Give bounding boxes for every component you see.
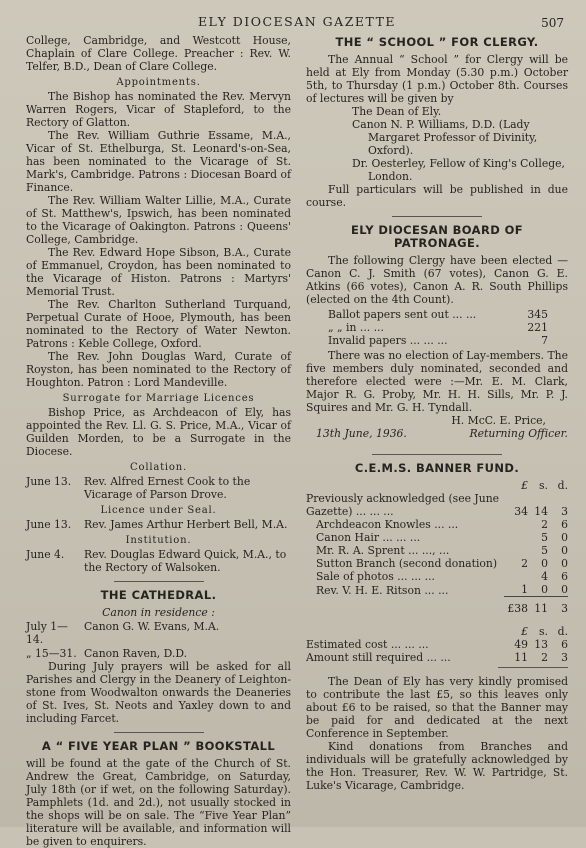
ballot-row: „ „ in ... ... 221 (328, 321, 548, 334)
signature-date: 13th June, 1936. (316, 427, 407, 440)
entry-date: June 4. (26, 548, 65, 561)
lay-members-paragraph: There was no election of Lay-members. The five members duly nominated, seconded and therefore elected were :—Mr. E. M. Clark, Major R. G. Proby, Mr. H. H. Sills, Mr. P. J. Squires and Mr. G. H. Tyndall. (306, 349, 568, 414)
signature-role: Returning Officer. (469, 427, 568, 440)
collation-entry (26, 475, 291, 501)
entry-date: „ 15—31. (26, 647, 77, 660)
table-row: Sale of photos ... ... ... 4 6 (316, 570, 568, 583)
surrogate-paragraph: Bishop Price, as Archdeacon of Ely, has appointed the Rev. Ll. G. S. Price, M.A., Vicar of Guilden Morden, to be a Surrogate in the Diocese. (26, 406, 291, 458)
left-column (26, 34, 291, 848)
ballot-row: Ballot papers sent out ... ... 345 (328, 308, 548, 321)
residence-entry (26, 620, 291, 646)
cathedral-prayers-paragraph: During July prayers will be asked for all Parishes and Clergy in the Deanery of Leighton-stone from Woodwalton onwards the Deaneries of St. Ives, St. Neots and Yaxley down to and including Farcet. (26, 660, 291, 725)
patronage-heading: ELY DIOCESAN BOARD OF PATRONAGE. (351, 223, 523, 250)
school-heading: THE “ SCHOOL ” FOR CLERGY. (335, 35, 539, 49)
institution-entry (26, 548, 291, 574)
intro-paragraph: College, Cambridge, and Westcott House, Chaplain of Clare College. Preacher : Rev. W. Telfer, B.D., Dean of Clare College. (26, 34, 291, 73)
appointment-paragraph: The Rev. Charlton Sutherland Turquand, Perpetual Curate of Hooe, Plymouth, has been nominated to the Rectory of Water Newton. Patrons : Keble College, Oxford. (26, 298, 291, 350)
table-row: Sutton Branch (second donation) 2 0 0 (316, 557, 568, 570)
appointment-paragraph: The Bishop has nominated the Rev. Mervyn Warren Rogers, Vicar of Stapleford, to the Rectory of Glatton. (26, 90, 291, 129)
right-column (306, 34, 568, 848)
school-paragraph: The Annual “ School ” for Clergy will be held at Ely from Monday (5.30 p.m.) October 5th, to Thursday (1 p.m.) October 8th. Courses of lectures will be given by (306, 53, 568, 105)
entry-date: June 13. (26, 518, 72, 531)
entry-text: Canon G. W. Evans, M.A. (84, 620, 220, 633)
bookstall-heading: A “ FIVE YEAR PLAN ” BOOKSTALL (41, 739, 276, 753)
signature-line (306, 427, 568, 440)
section-divider (498, 667, 568, 668)
entry-text: Rev. Douglas Edward Quick, M.A., to the Rectory of Walsoken. (84, 548, 287, 574)
page-number: 507 (541, 16, 564, 30)
school-footer: Full particulars will be published in due course. (306, 183, 568, 209)
lecturer-item: Dr. Oesterley, Fellow of King's College, London. (352, 157, 565, 183)
section-divider (114, 732, 204, 733)
canon-in-residence-label: Canon in residence : (102, 606, 215, 619)
dean-paragraph: The Dean of Ely has very kindly promised to contribute the last £5, so this leaves only about £6 to be raised, so that the Banner may be paid for and dedicated at the next Conference in September. (306, 675, 568, 740)
bookstall-paragraph: will be found at the gate of the Church of St. Andrew the Great, Cambridge, on Saturday, July 18th (or if wet, on the following Saturday). Pamphlets (1d. and 2d.), not usually stocked in the shops will be on sale. The “Five Year Plan” literature will be available, and information will be given to enquirers. (26, 757, 291, 848)
entry-text: Rev. James Arthur Herbert Bell, M.A. (84, 518, 288, 531)
publication-title: ELY DIOCESAN GAZETTE (197, 14, 397, 29)
section-divider (392, 216, 482, 217)
table-row: Estimated cost ... ... ... 49 13 6 (306, 638, 568, 651)
residence-entry (26, 647, 291, 660)
entry-text: Rev. Alfred Ernest Cook to the Vicarage of Parson Drove. (84, 475, 251, 501)
page-header (26, 6, 568, 34)
table-row: Archdeacon Knowles ... ... 2 6 (316, 518, 568, 531)
lecturer-item: Canon N. P. Williams, D.D. (Lady Margaret Professor of Divinity, Oxford). (352, 118, 538, 157)
appointment-paragraph: The Rev. William Walter Lillie, M.A., Curate of St. Matthew's, Ipswich, has been nominated to the Vicarage of Oakington. Patrons : Queens' College, Cambridge. (26, 194, 291, 246)
table-row: Rev. V. H. E. Ritson ... ... 1 0 0 (316, 583, 568, 597)
cems-fund-table (306, 479, 568, 664)
table-row: Canon Hair ... ... ... 5 0 (316, 531, 568, 544)
appointment-paragraph: The Rev. Edward Hope Sibson, B.A., Curate of Emmanuel, Croydon, has been nominated to the Vicarage of Histon. Patrons : Martyrs' Memorial Trust. (26, 246, 291, 298)
section-divider (372, 454, 502, 455)
institution-heading: Institution. (125, 535, 192, 546)
surrogate-heading: Surrogate for Marriage Licences (62, 393, 255, 404)
lecturer-item: The Dean of Ely. (352, 105, 442, 118)
signature-name: H. McC. E. Price, (451, 414, 546, 427)
appointments-heading: Appointments. (116, 77, 201, 88)
appointment-paragraph: The Rev. John Douglas Ward, Curate of Royston, has been nominated to the Rectory of Houghton. Patron : Lord Mandeville. (26, 350, 291, 389)
two-column-body (26, 34, 568, 848)
entry-date: June 13. (26, 475, 72, 488)
licence-heading: Licence under Seal. (100, 505, 217, 516)
patronage-paragraph: The following Clergy have been elected — Canon C. J. Smith (67 votes), Canon G. E. Atkins (66 votes), Canon A. R. South Phillips (elected on the 4th Count). (306, 254, 568, 306)
table-row: Previously acknowledged (see June Gazette) ... ... ... 34 14 3 (306, 492, 568, 518)
collation-heading: Collation. (130, 462, 187, 473)
table-row: Amount still required ... ... 11 2 3 (306, 651, 568, 664)
donations-paragraph: Kind donations from Branches and individuals will be gratefully acknowledged by the Hon. Treasurer, Rev. W. W. Partridge, St. Luke's Vicarage, Cambridge. (306, 740, 568, 792)
section-divider (114, 581, 204, 582)
ballot-table (306, 308, 568, 347)
currency-header-row: £ s. d. (521, 625, 568, 638)
entry-date: July 1—14. (26, 620, 68, 646)
cems-heading: C.E.M.S. BANNER FUND. (354, 461, 520, 475)
licence-entry (26, 518, 291, 531)
ballot-row: Invalid papers ... ... ... 7 (328, 334, 548, 347)
table-row: Mr. R. A. Sprent ... ..., ... 5 0 (316, 544, 568, 557)
currency-header-row: £ s. d. (521, 479, 568, 492)
total-row: £38 11 3 (306, 597, 568, 616)
cathedral-heading: THE CATHEDRAL. (100, 588, 217, 602)
entry-text: Canon Raven, D.D. (84, 647, 188, 660)
appointment-paragraph: The Rev. William Guthrie Essame, M.A., Vicar of St. Ethelburga, St. Leonard's-on-Sea, has been nominated to the Vicarage of St. Mark's, Cambridge. Patrons : Diocesan Board of Finance. (26, 129, 291, 194)
